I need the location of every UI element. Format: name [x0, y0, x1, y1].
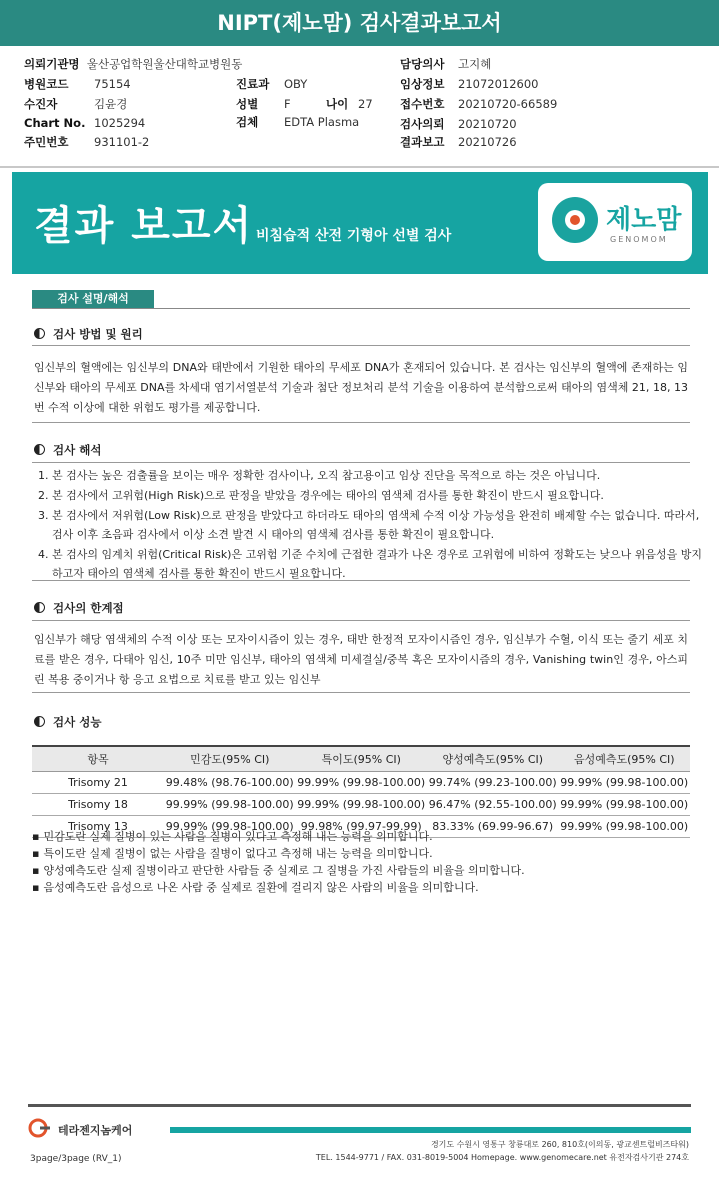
company-address: 경기도 수원시 영통구 창룡대로 260, 810호(이의동, 광교센트럴비즈타워)	[430, 1140, 689, 1149]
resident-label: 주민번호	[24, 135, 69, 149]
code-label: 병원코드	[24, 77, 69, 91]
doctor-label: 담당의사	[400, 57, 445, 71]
performance-table	[32, 745, 690, 838]
performance-notes	[32, 828, 525, 896]
logo-subtext: GENOMOM	[610, 235, 668, 244]
clinical-label: 임상정보	[400, 77, 445, 91]
table-cell: 99.99% (99.98-100.00)	[296, 794, 428, 816]
list-item: 4. 본 검사의 임계치 위험(Critical Risk)은 고위험 기준 수치에 근접한 결과가 나온 경우로 고위험에 비하여 정확도는 낮으나 위음성을 방지하고자 태아의 염색체 검사를 통한 확진이 반드시 필요합니다.	[52, 545, 702, 583]
logo-mark-icon	[552, 197, 598, 243]
interpretation-heading	[34, 442, 101, 458]
info-divider	[0, 166, 719, 168]
note-item: ▪ 양성예측도란 실제 질병이라고 판단한 사람들 중 실제로 그 질병을 가진 사람들의 비율을 의미합니다.	[32, 862, 525, 879]
table-cell: 99.74% (99.23-100.00)	[427, 772, 559, 794]
sex-label: 성별	[236, 97, 259, 111]
table-cell: 99.99% (99.98-100.00)	[296, 772, 428, 794]
column-header: 특이도(95% CI)	[296, 746, 428, 772]
footer-divider	[28, 1104, 691, 1107]
note-item: ▪ 민감도란 실제 질병이 있는 사람을 질병이 있다고 측정해 내는 능력을 의미합니다.	[32, 828, 525, 845]
footer-accent-bar	[170, 1127, 691, 1133]
table-cell: 99.48% (98.76-100.00)	[164, 772, 296, 794]
collector-row	[24, 96, 127, 116]
section-tab: 검사 설명/해석	[32, 290, 154, 308]
doctor-value: 고지혜	[458, 57, 492, 71]
column-header: 민감도(95% CI)	[164, 746, 296, 772]
table-cell: Trisomy 13	[32, 816, 164, 838]
report-title: NIPT(제노맘) 검사결과보고서	[0, 0, 719, 46]
resident-value: 931101-2	[94, 135, 150, 149]
code-row	[24, 76, 131, 96]
divider	[32, 462, 690, 463]
logo-dot	[570, 215, 580, 225]
request-row	[400, 116, 517, 136]
receipt-row	[400, 96, 557, 116]
chart-row	[24, 116, 145, 136]
half-circle-icon	[34, 602, 45, 613]
hospital-label: 의뢰기관명	[24, 57, 80, 71]
specimen-row	[236, 114, 359, 134]
company-logo-icon	[28, 1118, 52, 1138]
resident-row	[24, 134, 149, 154]
page-number: 3page/3page (RV_1)	[30, 1154, 122, 1164]
chart-value: 1025294	[94, 116, 146, 130]
report-row	[400, 134, 517, 154]
clinical-value: 21072012600	[458, 77, 539, 91]
age-value: 27	[358, 97, 373, 111]
list-item: 2. 본 검사에서 고위험(High Risk)으로 판정을 받았을 경우에는 태아의 염색체 검사를 통한 확진이 반드시 필요합니다.	[52, 486, 702, 505]
half-circle-icon	[34, 328, 45, 339]
interpretation-heading-text: 검사 해석	[53, 443, 102, 457]
table-cell: 99.98% (99.97-99.99)	[296, 816, 428, 838]
dept-row	[236, 76, 307, 96]
table-cell: 99.99% (99.98-100.00)	[559, 794, 691, 816]
list-item: 3. 본 검사에서 저위험(Low Risk)으로 판정을 받았다고 하더라도 태아의 염색체 수적 이상 가능성을 완전히 배제할 수는 없습니다. 따라서, 검사 이후 초음파 검사에서 이상 소견 발견 시 태아의 염색체 검사를 통한 확진이 필요합니다.	[52, 506, 702, 544]
table-cell: 83.33% (69.99-96.67)	[427, 816, 559, 838]
table-row	[32, 794, 690, 816]
table-cell: 99.99% (99.98-100.00)	[164, 794, 296, 816]
divider	[32, 580, 690, 581]
limits-heading	[34, 600, 124, 616]
column-header: 양성예측도(95% CI)	[427, 746, 559, 772]
chart-label: Chart No.	[24, 116, 86, 130]
table-cell: 99.99% (99.98-100.00)	[559, 816, 691, 838]
method-text: 임신부의 혈액에는 임신부의 DNA와 태반에서 기원한 태아의 무세포 DNA가 혼재되어 있습니다. 본 검사는 임신부의 혈액에 존재하는 임신부와 태아의 무세포 DNA를 차세대 염기서열분석 기술과 첨단 정보처리 분석 기술을 이용하여 분석함으로써 태아의 염색체 21, 18, 13번 수적 이상에 대한 위험도 평가를 제공합니다.	[34, 361, 688, 414]
table-cell: 99.99% (99.98-100.00)	[164, 816, 296, 838]
performance-heading-text: 검사 성능	[53, 715, 102, 729]
table-cell: Trisomy 18	[32, 794, 164, 816]
report-label: 결과보고	[400, 135, 445, 149]
hospital-value: 울산공업학원울산대학교병원동	[86, 57, 243, 71]
request-value: 20210720	[458, 117, 517, 131]
section-underline	[32, 308, 690, 309]
table-cell: 99.99% (99.98-100.00)	[559, 772, 691, 794]
company-contact: TEL. 1544-9771 / FAX. 031-8019-5004 Homepage. www.genomecare.net 유전자검사기관 274호	[315, 1153, 689, 1162]
request-label: 검사의뢰	[400, 117, 445, 131]
code-value: 75154	[94, 77, 131, 91]
table-cell: 96.47% (92.55-100.00)	[427, 794, 559, 816]
collector-label: 수진자	[24, 97, 58, 111]
collector-value: 김윤경	[94, 97, 128, 111]
divider	[32, 692, 690, 693]
table-header-row	[32, 746, 690, 772]
clinical-row	[400, 76, 538, 96]
divider	[32, 345, 690, 346]
half-circle-icon	[34, 716, 45, 727]
table-cell: Trisomy 21	[32, 772, 164, 794]
doctor-row	[400, 56, 491, 76]
dept-label: 진료과	[236, 77, 270, 91]
method-heading-text: 검사 방법 및 원리	[53, 327, 143, 341]
half-circle-icon	[34, 444, 45, 455]
sex-row	[236, 96, 373, 116]
company-name: 테라젠지놈케어	[58, 1124, 133, 1137]
performance-heading	[34, 714, 101, 730]
sex-value: F	[284, 97, 291, 111]
banner-title: 결과 보고서	[34, 203, 254, 249]
table-row	[32, 772, 690, 794]
receipt-value: 20210720-66589	[458, 97, 558, 111]
hospital-row	[24, 56, 242, 76]
note-item: ▪ 음성예측도란 음성으로 나온 사람 중 실제로 질환에 걸리지 않은 사람의 비율을 의미합니다.	[32, 879, 525, 896]
column-header: 음성예측도(95% CI)	[559, 746, 691, 772]
interpretation-list	[34, 466, 702, 584]
receipt-label: 접수번호	[400, 97, 445, 111]
banner-subtitle: 비침습적 산전 기형아 선별 검사	[256, 228, 452, 244]
list-item: 1. 본 검사는 높은 검출률을 보이는 매우 정확한 검사이나, 오직 참고용이고 임상 진단을 목적으로 하는 것은 아닙니다.	[52, 466, 702, 485]
divider	[32, 422, 690, 423]
limits-heading-text: 검사의 한계점	[53, 601, 124, 615]
limits-text: 임신부가 해당 염색체의 수적 이상 또는 모자이시즘이 있는 경우, 태반 한정적 모자이시즘인 경우, 임신부가 수혈, 이식 또는 줄기 세포 치료를 받은 경우, 다태아 임신, 10주 미만 임신부, 태아의 염색체 미세결실/중복 혹은 모자이시즘의 경우, Vanishing twin인 경우, 아스피린 복용 중이거나 항 응고 요법으로 치료를 받고 있는 임신부	[34, 633, 688, 686]
dept-value: OBY	[284, 77, 308, 91]
specimen-label: 검체	[236, 115, 259, 129]
result-banner	[12, 172, 708, 274]
age-label: 나이	[326, 97, 349, 111]
divider	[32, 620, 690, 621]
column-header: 항목	[32, 746, 164, 772]
logo-text: 제노맘	[606, 205, 682, 235]
method-heading	[34, 326, 143, 342]
report-value: 20210726	[458, 135, 517, 149]
genomom-logo	[538, 183, 692, 261]
specimen-value: EDTA Plasma	[284, 115, 360, 129]
note-item: ▪ 특이도란 실제 질병이 없는 사람을 질병이 없다고 측정해 내는 능력을 의미합니다.	[32, 845, 525, 862]
